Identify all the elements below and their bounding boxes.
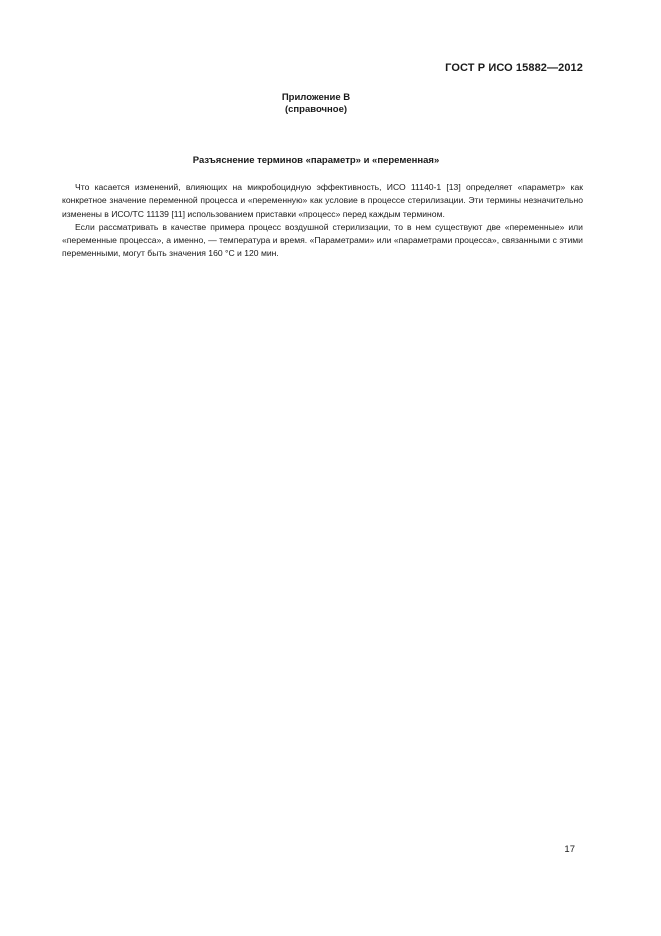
annex-heading bbox=[0, 92, 632, 116]
annex-title: Приложение В bbox=[281, 92, 351, 103]
annex-subtitle: (справочное) bbox=[284, 104, 348, 115]
document-code: ГОСТ Р ИСО 15882—2012 bbox=[445, 62, 583, 74]
page-number: 17 bbox=[564, 844, 575, 855]
body-text bbox=[62, 181, 583, 261]
paragraph-2: Если рассматривать в качестве примера процесс воздушной стерилизации, то в нем существуют две «переменные» или «переменные процесса», а именно, — температура и время. «Параметрами» или «параметрами процесса», связанными с этими переменными, могут быть значения 160 °С и 120 мин. bbox=[62, 221, 583, 259]
section-title: Разъяснение терминов «параметр» и «переменная» bbox=[192, 155, 440, 166]
paragraph-1: Что касается изменений, влияющих на микробоцидную эффективность, ИСО 11140-1 [13] определяет «параметр» как конкретное значение переменной процесса и «переменную» как условие в процессе стерилизации. Эти термины незначительно изменены в ИСО/ТС 11139 [11] использованием приставки «процесс» перед каждым термином. bbox=[62, 182, 583, 219]
